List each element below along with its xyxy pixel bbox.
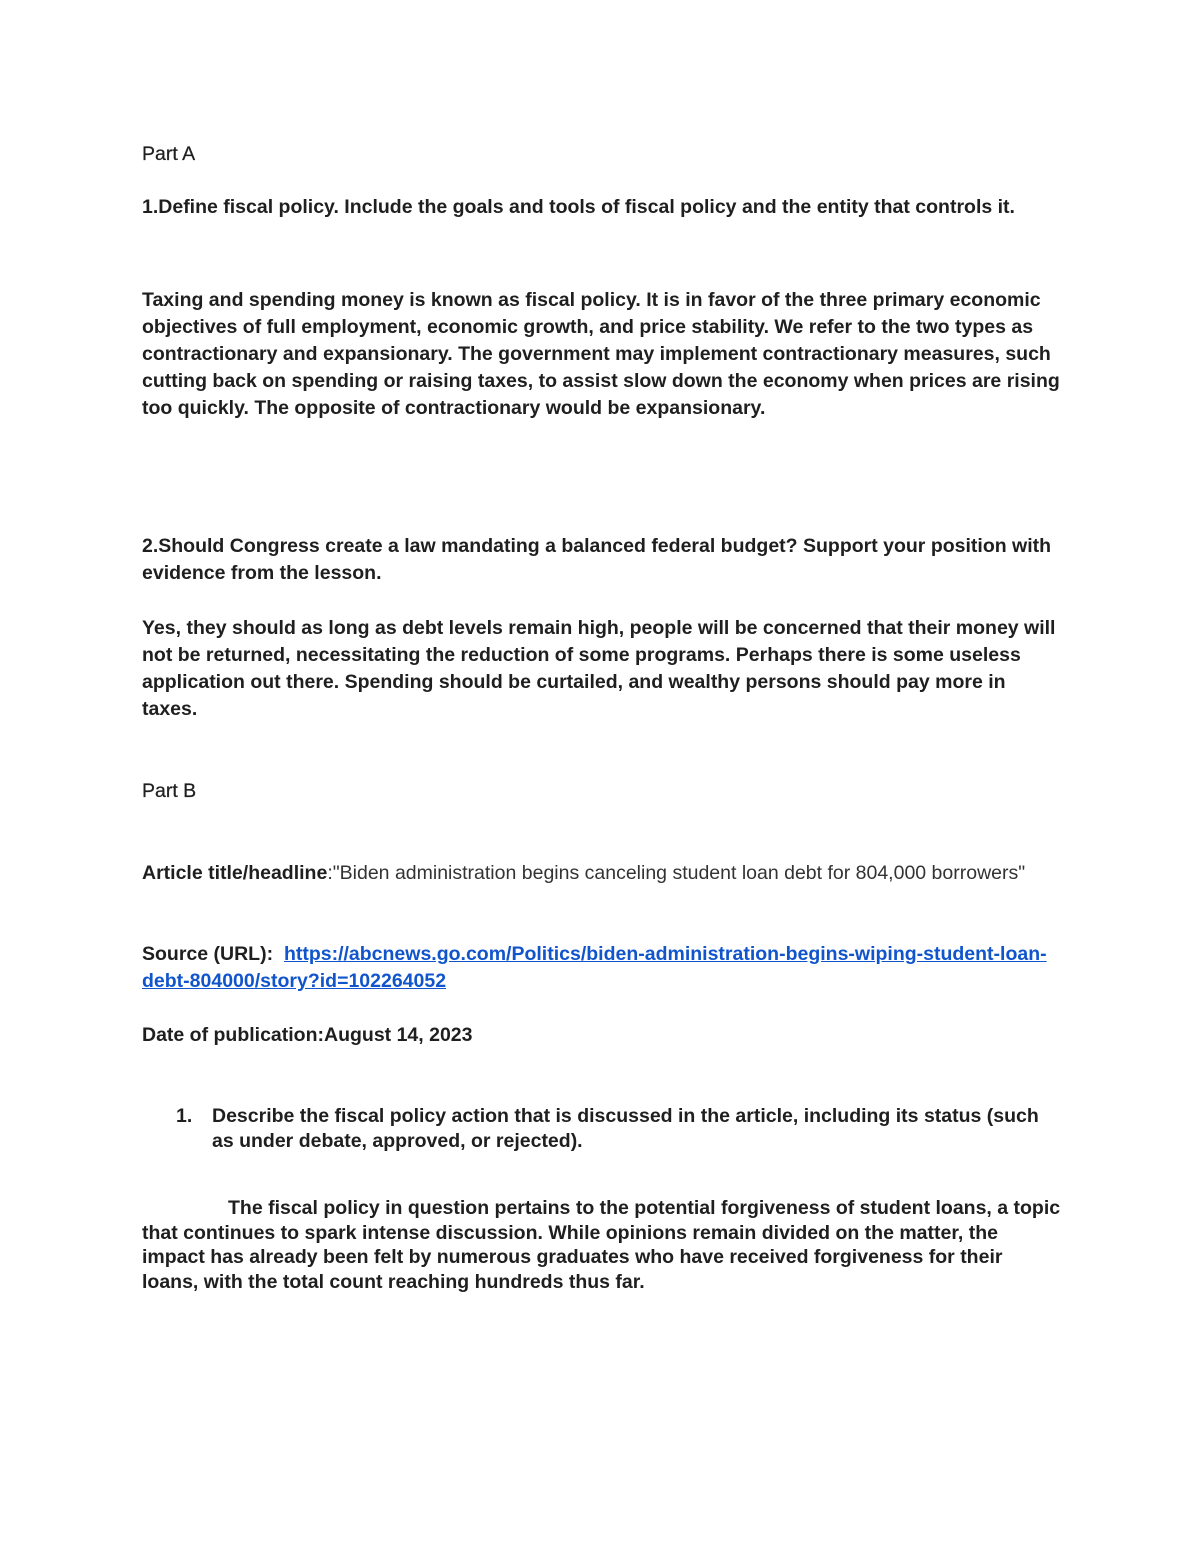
list-answer-text: The fiscal policy in question pertains to the potential forgiveness of student loans, a topic that continues to spark intense discussion. While opinions remain divided on the matter, the impact has already been felt by numerous graduates who have received forgiveness for their loans, with the total count reaching hundreds thus far. bbox=[142, 1197, 1061, 1293]
date-value: August 14, 2023 bbox=[324, 1024, 473, 1046]
answer-1: Taxing and spending money is known as fiscal policy. It is in favor of the three primary economic objectives of full employment, economic growth, and price stability. We refer to the two types as contractionary and expansionary. The government may implement contractionary measures, such cutting back on spending or raising taxes, to assist slow down the economy when prices are rising too quickly. The opposite of contractionary would be expansionary. bbox=[142, 289, 1060, 419]
source-label: Source (URL): bbox=[142, 943, 274, 965]
question-1: 1.Define fiscal policy. Include the goals and tools of fiscal policy and the entity that controls it. bbox=[142, 196, 1015, 218]
article-title-line bbox=[142, 860, 1062, 887]
source-url-link[interactable]: https://abcnews.go.com/Politics/biden-administration-begins-wiping-student-loan-debt-804000/story?id=102264052 bbox=[142, 943, 1047, 992]
list-number: 1. bbox=[176, 1105, 193, 1127]
date-label: Date of publication: bbox=[142, 1024, 324, 1046]
part-b-heading: Part B bbox=[142, 780, 197, 802]
answer-2: Yes, they should as long as debt levels remain high, people will be concerned that their money will not be returned, necessitating the reduction of some programs. Perhaps there is some useless application out there. Spending should be curtailed, and wealthy persons should pay more in taxes. bbox=[142, 617, 1056, 720]
question-2: 2.Should Congress create a law mandating a balanced federal budget? Support your position with evidence from the lesson. bbox=[142, 535, 1052, 584]
article-title-value: :"Biden administration begins canceling student loan debt for 804,000 borrowers" bbox=[327, 862, 1026, 884]
article-title-label: Article title/headline bbox=[142, 862, 328, 884]
list-question: Describe the fiscal policy action that is discussed in the article, including its status (such as under debate, approved, or rejected). bbox=[212, 1105, 1039, 1152]
date-line bbox=[142, 1022, 1062, 1049]
part-a-heading: Part A bbox=[142, 143, 196, 165]
list-answer bbox=[142, 1196, 1062, 1294]
source-line bbox=[142, 941, 1062, 995]
